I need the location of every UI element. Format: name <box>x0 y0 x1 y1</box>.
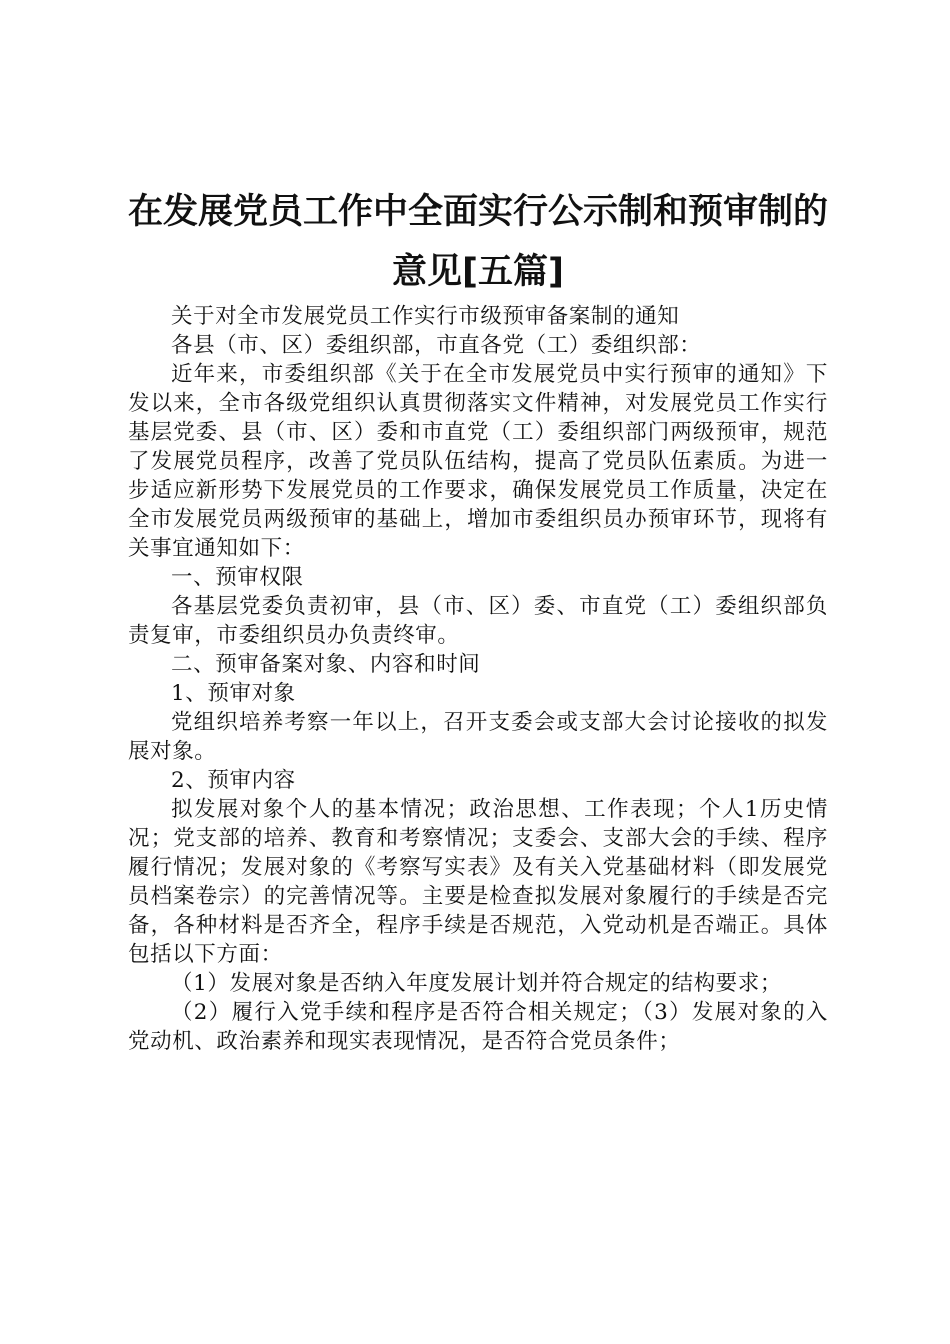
section-heading: 二、预审备案对象、内容和时间 <box>171 652 481 677</box>
title-line-1: 在发展党员工作中全面实行公示制和预审制的 <box>128 192 829 232</box>
body-paragraph: 近年来，市委组织部《关于在全市发展党员中实行预审的通知》下发以来，全市各级党组织认真贯彻落实文件精神，对发展党员工作实行基层党委、县（市、区）委和市直党（工）委组织部门两级预审，规范了发展党员程序，改善了党员队伍结构，提高了党员队伍素质。为进一步适应新形势下发展党员的工作要求，确保发展党员工作质量，决定在全市发展党员两级预审的基础上，增加市委组织员办预审环节，现将有关事宜通知如下： <box>128 362 828 561</box>
document-body <box>128 302 828 1056</box>
subsection-heading: 1、预审对象 <box>171 681 296 706</box>
body-paragraph: 各基层党委负责初审，县（市、区）委、市直党（工）委组织部负责复审，市委组织员办负责终审。 <box>128 594 828 648</box>
document-title <box>128 182 828 302</box>
subsection-heading: 2、预审内容 <box>171 768 296 793</box>
title-line-2: 意见[五篇] <box>392 252 564 292</box>
body-paragraph: 党组织培养考察一年以上，召开支委会或支部大会讨论接收的拟发展对象。 <box>128 710 828 764</box>
addressee-line: 各县（市、区）委组织部，市直各党（工）委组织部： <box>171 333 702 358</box>
list-item: （2）履行入党手续和程序是否符合相关规定；（3）发展对象的入党动机、政治素养和现实表现情况，是否符合党员条件； <box>128 1000 828 1054</box>
section-heading: 一、预审权限 <box>171 565 304 590</box>
document-page <box>128 182 828 1056</box>
body-paragraph: 拟发展对象个人的基本情况；政治思想、工作表现；个人1历史情况；党支部的培养、教育和考察情况；支委会、支部大会的手续、程序履行情况；发展对象的《考察写实表》及有关入党基础材料（即发展党员档案卷宗）的完善情况等。主要是检查拟发展对象履行的手续是否完备，各种材料是否齐全，程序手续是否规范，入党动机是否端正。具体包括以下方面： <box>128 797 828 967</box>
list-item: （1）发展对象是否纳入年度发展计划并符合规定的结构要求； <box>171 971 782 996</box>
notice-heading: 关于对全市发展党员工作实行市级预审备案制的通知 <box>171 304 680 329</box>
